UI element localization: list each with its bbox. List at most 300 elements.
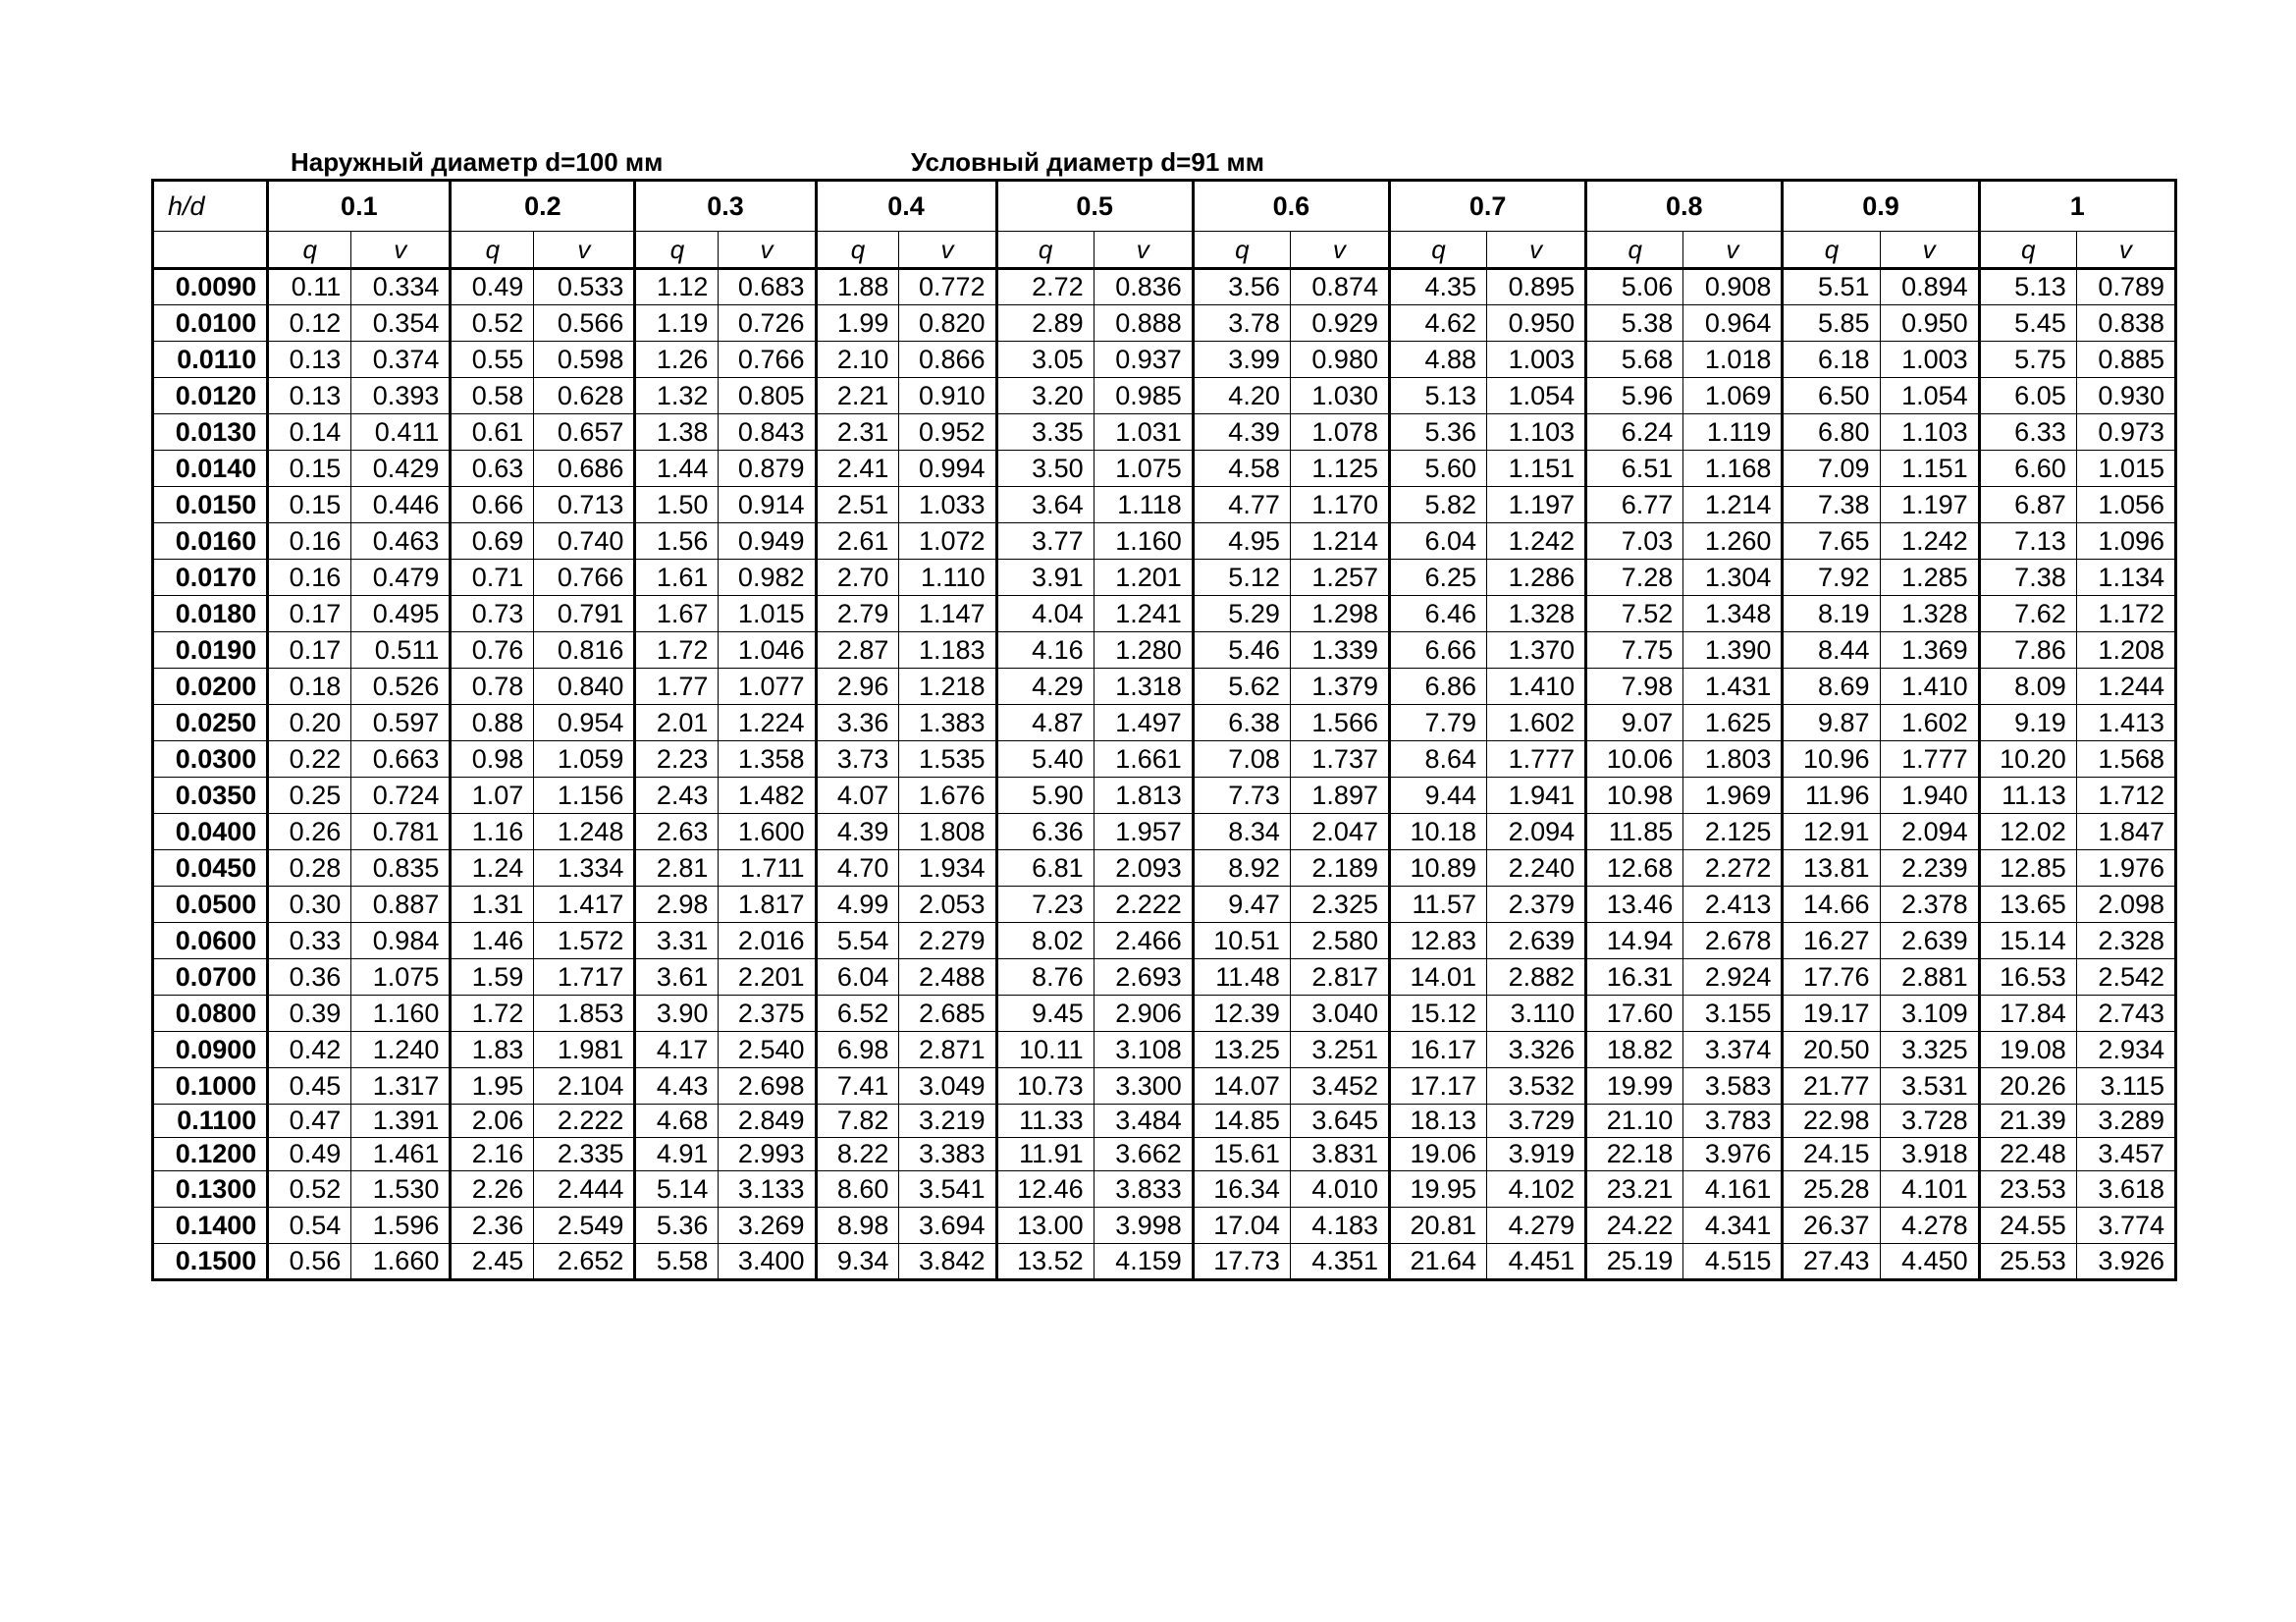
q-cell: 2.96 bbox=[816, 669, 899, 705]
v-cell: 2.934 bbox=[2076, 1032, 2175, 1068]
v-cell: 3.729 bbox=[1487, 1105, 1586, 1138]
q-cell: 27.43 bbox=[1783, 1244, 1880, 1280]
v-cell: 1.280 bbox=[1094, 632, 1193, 669]
v-cell: 0.885 bbox=[2076, 342, 2175, 378]
q-cell: 13.46 bbox=[1586, 887, 1683, 923]
v-cell: 3.133 bbox=[719, 1171, 816, 1208]
v-cell: 2.488 bbox=[899, 959, 996, 996]
q-cell: 5.29 bbox=[1193, 596, 1290, 632]
v-cell: 2.817 bbox=[1290, 959, 1389, 996]
v-cell: 2.685 bbox=[899, 996, 996, 1032]
table-row bbox=[153, 305, 2176, 342]
v-subheader: v bbox=[351, 232, 451, 269]
v-cell: 2.053 bbox=[899, 887, 996, 923]
q-cell: 6.18 bbox=[1783, 342, 1880, 378]
hd-value: 0.0300 bbox=[153, 741, 268, 778]
v-cell: 1.160 bbox=[1094, 523, 1193, 560]
v-cell: 1.370 bbox=[1487, 632, 1586, 669]
q-cell: 19.17 bbox=[1783, 996, 1880, 1032]
q-cell: 3.64 bbox=[996, 487, 1094, 523]
v-cell: 3.998 bbox=[1094, 1208, 1193, 1244]
v-cell: 3.662 bbox=[1094, 1138, 1193, 1171]
q-cell: 5.13 bbox=[1389, 378, 1486, 414]
v-cell: 3.918 bbox=[1880, 1138, 1979, 1171]
q-cell: 6.86 bbox=[1389, 669, 1486, 705]
v-subheader: v bbox=[1880, 232, 1979, 269]
q-cell: 1.50 bbox=[635, 487, 719, 523]
v-cell: 2.993 bbox=[719, 1138, 816, 1171]
v-cell: 0.929 bbox=[1290, 305, 1389, 342]
v-cell: 0.950 bbox=[1880, 305, 1979, 342]
v-cell: 0.713 bbox=[534, 487, 635, 523]
table-row bbox=[153, 923, 2176, 959]
v-cell: 0.843 bbox=[719, 414, 816, 451]
v-cell: 1.244 bbox=[2076, 669, 2175, 705]
v-cell: 1.214 bbox=[1290, 523, 1389, 560]
q-subheader: q bbox=[635, 232, 719, 269]
q-cell: 10.11 bbox=[996, 1032, 1094, 1068]
v-cell: 1.208 bbox=[2076, 632, 2175, 669]
q-cell: 1.72 bbox=[451, 996, 534, 1032]
v-cell: 3.374 bbox=[1683, 1032, 1783, 1068]
q-cell: 4.16 bbox=[996, 632, 1094, 669]
v-cell: 2.093 bbox=[1094, 850, 1193, 887]
v-cell: 1.940 bbox=[1880, 778, 1979, 814]
table-row bbox=[153, 1244, 2176, 1280]
v-cell: 2.444 bbox=[534, 1171, 635, 1208]
q-cell: 0.49 bbox=[451, 269, 534, 305]
v-cell: 1.240 bbox=[351, 1032, 451, 1068]
group-header: 0.5 bbox=[996, 181, 1193, 232]
q-cell: 0.20 bbox=[268, 705, 351, 741]
v-cell: 0.393 bbox=[351, 378, 451, 414]
q-cell: 13.52 bbox=[996, 1244, 1094, 1280]
q-cell: 15.12 bbox=[1389, 996, 1486, 1032]
v-cell: 1.168 bbox=[1683, 451, 1783, 487]
q-cell: 9.07 bbox=[1586, 705, 1683, 741]
q-cell: 4.77 bbox=[1193, 487, 1290, 523]
v-cell: 3.531 bbox=[1880, 1068, 1979, 1105]
q-cell: 3.91 bbox=[996, 560, 1094, 596]
q-cell: 13.25 bbox=[1193, 1032, 1290, 1068]
q-cell: 4.91 bbox=[635, 1138, 719, 1171]
v-cell: 4.101 bbox=[1880, 1171, 1979, 1208]
v-cell: 1.981 bbox=[534, 1032, 635, 1068]
q-cell: 7.62 bbox=[1979, 596, 2076, 632]
v-cell: 1.125 bbox=[1290, 451, 1389, 487]
q-cell: 11.57 bbox=[1389, 887, 1486, 923]
q-cell: 0.36 bbox=[268, 959, 351, 996]
q-cell: 8.64 bbox=[1389, 741, 1486, 778]
v-cell: 0.949 bbox=[719, 523, 816, 560]
v-cell: 0.683 bbox=[719, 269, 816, 305]
q-cell: 0.61 bbox=[451, 414, 534, 451]
q-cell: 6.46 bbox=[1389, 596, 1486, 632]
v-cell: 1.156 bbox=[534, 778, 635, 814]
q-cell: 24.55 bbox=[1979, 1208, 2076, 1244]
q-cell: 20.26 bbox=[1979, 1068, 2076, 1105]
q-cell: 12.39 bbox=[1193, 996, 1290, 1032]
q-cell: 6.24 bbox=[1586, 414, 1683, 451]
q-cell: 4.39 bbox=[816, 814, 899, 850]
q-cell: 2.81 bbox=[635, 850, 719, 887]
q-cell: 7.09 bbox=[1783, 451, 1880, 487]
q-cell: 10.89 bbox=[1389, 850, 1486, 887]
q-cell: 1.07 bbox=[451, 778, 534, 814]
hd-value: 0.0700 bbox=[153, 959, 268, 996]
q-cell: 22.98 bbox=[1783, 1105, 1880, 1138]
v-cell: 1.339 bbox=[1290, 632, 1389, 669]
hd-value: 0.1400 bbox=[153, 1208, 268, 1244]
q-cell: 5.85 bbox=[1783, 305, 1880, 342]
table-row bbox=[153, 378, 2176, 414]
table-captions bbox=[291, 147, 1763, 179]
q-cell: 2.10 bbox=[816, 342, 899, 378]
hd-value: 0.1300 bbox=[153, 1171, 268, 1208]
v-cell: 1.417 bbox=[534, 887, 635, 923]
q-cell: 0.58 bbox=[451, 378, 534, 414]
q-cell: 17.84 bbox=[1979, 996, 2076, 1032]
group-header: 0.9 bbox=[1783, 181, 1979, 232]
q-cell: 7.03 bbox=[1586, 523, 1683, 560]
v-cell: 2.652 bbox=[534, 1244, 635, 1280]
v-cell: 4.010 bbox=[1290, 1171, 1389, 1208]
v-cell: 2.222 bbox=[1094, 887, 1193, 923]
v-cell: 2.413 bbox=[1683, 887, 1783, 923]
q-cell: 2.01 bbox=[635, 705, 719, 741]
q-cell: 6.04 bbox=[1389, 523, 1486, 560]
v-subheader: v bbox=[899, 232, 996, 269]
v-cell: 1.497 bbox=[1094, 705, 1193, 741]
v-cell: 3.110 bbox=[1487, 996, 1586, 1032]
table-row bbox=[153, 269, 2176, 305]
v-cell: 1.660 bbox=[351, 1244, 451, 1280]
v-cell: 3.383 bbox=[899, 1138, 996, 1171]
q-cell: 0.15 bbox=[268, 487, 351, 523]
hd-value: 0.0600 bbox=[153, 923, 268, 959]
v-cell: 2.540 bbox=[719, 1032, 816, 1068]
q-cell: 17.76 bbox=[1783, 959, 1880, 996]
q-cell: 3.73 bbox=[816, 741, 899, 778]
q-cell: 5.68 bbox=[1586, 342, 1683, 378]
q-cell: 4.95 bbox=[1193, 523, 1290, 560]
v-cell: 3.532 bbox=[1487, 1068, 1586, 1105]
v-cell: 0.840 bbox=[534, 669, 635, 705]
v-subheader: v bbox=[1290, 232, 1389, 269]
hd-value: 0.0100 bbox=[153, 305, 268, 342]
v-cell: 1.530 bbox=[351, 1171, 451, 1208]
q-cell: 19.08 bbox=[1979, 1032, 2076, 1068]
hd-corner-header: h/d bbox=[153, 181, 268, 232]
v-cell: 3.618 bbox=[2076, 1171, 2175, 1208]
q-cell: 5.60 bbox=[1389, 451, 1486, 487]
q-subheader: q bbox=[1783, 232, 1880, 269]
q-cell: 2.41 bbox=[816, 451, 899, 487]
q-cell: 0.66 bbox=[451, 487, 534, 523]
q-cell: 9.87 bbox=[1783, 705, 1880, 741]
q-cell: 7.98 bbox=[1586, 669, 1683, 705]
v-cell: 0.566 bbox=[534, 305, 635, 342]
q-cell: 1.16 bbox=[451, 814, 534, 850]
v-cell: 1.976 bbox=[2076, 850, 2175, 887]
q-cell: 14.94 bbox=[1586, 923, 1683, 959]
sub-header-row bbox=[153, 232, 2176, 269]
v-cell: 1.602 bbox=[1487, 705, 1586, 741]
hd-value: 0.0250 bbox=[153, 705, 268, 741]
v-cell: 1.413 bbox=[2076, 705, 2175, 741]
v-cell: 1.054 bbox=[1880, 378, 1979, 414]
v-cell: 0.446 bbox=[351, 487, 451, 523]
hd-corner-blank bbox=[153, 232, 268, 269]
v-cell: 0.463 bbox=[351, 523, 451, 560]
q-cell: 3.77 bbox=[996, 523, 1094, 560]
v-cell: 0.740 bbox=[534, 523, 635, 560]
hydraulic-table bbox=[151, 179, 2177, 1281]
v-cell: 1.717 bbox=[534, 959, 635, 996]
q-cell: 1.99 bbox=[816, 305, 899, 342]
v-cell: 3.115 bbox=[2076, 1068, 2175, 1105]
v-cell: 3.694 bbox=[899, 1208, 996, 1244]
v-cell: 2.239 bbox=[1880, 850, 1979, 887]
v-cell: 2.906 bbox=[1094, 996, 1193, 1032]
q-cell: 1.95 bbox=[451, 1068, 534, 1105]
q-cell: 2.31 bbox=[816, 414, 899, 451]
q-cell: 0.22 bbox=[268, 741, 351, 778]
v-cell: 0.982 bbox=[719, 560, 816, 596]
v-cell: 0.820 bbox=[899, 305, 996, 342]
q-cell: 0.26 bbox=[268, 814, 351, 850]
v-cell: 1.054 bbox=[1487, 378, 1586, 414]
v-cell: 1.046 bbox=[719, 632, 816, 669]
q-cell: 25.28 bbox=[1783, 1171, 1880, 1208]
v-cell: 1.077 bbox=[719, 669, 816, 705]
group-header: 0.7 bbox=[1389, 181, 1585, 232]
v-cell: 3.326 bbox=[1487, 1032, 1586, 1068]
v-cell: 2.328 bbox=[2076, 923, 2175, 959]
v-cell: 0.937 bbox=[1094, 342, 1193, 378]
v-cell: 1.304 bbox=[1683, 560, 1783, 596]
q-cell: 9.34 bbox=[816, 1244, 899, 1280]
q-cell: 5.13 bbox=[1979, 269, 2076, 305]
v-subheader: v bbox=[1683, 232, 1783, 269]
v-cell: 1.358 bbox=[719, 741, 816, 778]
v-cell: 2.240 bbox=[1487, 850, 1586, 887]
table-row bbox=[153, 1208, 2176, 1244]
q-cell: 8.22 bbox=[816, 1138, 899, 1171]
q-subheader: q bbox=[1979, 232, 2076, 269]
v-cell: 1.568 bbox=[2076, 741, 2175, 778]
v-cell: 0.930 bbox=[2076, 378, 2175, 414]
v-subheader: v bbox=[1487, 232, 1586, 269]
table-row bbox=[153, 451, 2176, 487]
q-cell: 10.73 bbox=[996, 1068, 1094, 1105]
q-cell: 1.88 bbox=[816, 269, 899, 305]
v-cell: 0.766 bbox=[719, 342, 816, 378]
q-cell: 5.45 bbox=[1979, 305, 2076, 342]
v-cell: 1.003 bbox=[1880, 342, 1979, 378]
q-cell: 1.83 bbox=[451, 1032, 534, 1068]
q-cell: 22.18 bbox=[1586, 1138, 1683, 1171]
q-cell: 4.70 bbox=[816, 850, 899, 887]
v-cell: 1.934 bbox=[899, 850, 996, 887]
q-cell: 7.41 bbox=[816, 1068, 899, 1105]
table-row bbox=[153, 887, 2176, 923]
group-header: 0.8 bbox=[1586, 181, 1783, 232]
q-cell: 1.38 bbox=[635, 414, 719, 451]
v-cell: 1.379 bbox=[1290, 669, 1389, 705]
v-cell: 1.183 bbox=[899, 632, 996, 669]
v-cell: 4.102 bbox=[1487, 1171, 1586, 1208]
v-cell: 1.018 bbox=[1683, 342, 1783, 378]
hd-value: 0.0090 bbox=[153, 269, 268, 305]
v-cell: 2.104 bbox=[534, 1068, 635, 1105]
q-cell: 25.53 bbox=[1979, 1244, 2076, 1280]
q-cell: 1.19 bbox=[635, 305, 719, 342]
q-cell: 0.12 bbox=[268, 305, 351, 342]
q-cell: 11.13 bbox=[1979, 778, 2076, 814]
v-cell: 0.887 bbox=[351, 887, 451, 923]
v-cell: 3.842 bbox=[899, 1244, 996, 1280]
q-cell: 0.47 bbox=[268, 1105, 351, 1138]
hd-value: 0.1500 bbox=[153, 1244, 268, 1280]
q-cell: 8.98 bbox=[816, 1208, 899, 1244]
q-cell: 9.44 bbox=[1389, 778, 1486, 814]
q-cell: 16.34 bbox=[1193, 1171, 1290, 1208]
v-cell: 1.777 bbox=[1487, 741, 1586, 778]
v-cell: 1.897 bbox=[1290, 778, 1389, 814]
v-cell: 0.805 bbox=[719, 378, 816, 414]
q-cell: 3.05 bbox=[996, 342, 1094, 378]
v-cell: 0.952 bbox=[899, 414, 996, 451]
v-cell: 1.134 bbox=[2076, 560, 2175, 596]
v-cell: 1.056 bbox=[2076, 487, 2175, 523]
v-cell: 3.049 bbox=[899, 1068, 996, 1105]
q-cell: 9.47 bbox=[1193, 887, 1290, 923]
v-cell: 1.075 bbox=[1094, 451, 1193, 487]
hd-value: 0.1200 bbox=[153, 1138, 268, 1171]
q-cell: 10.18 bbox=[1389, 814, 1486, 850]
v-cell: 1.151 bbox=[1487, 451, 1586, 487]
q-cell: 3.99 bbox=[1193, 342, 1290, 378]
q-cell: 6.04 bbox=[816, 959, 899, 996]
q-cell: 7.52 bbox=[1586, 596, 1683, 632]
q-cell: 8.19 bbox=[1783, 596, 1880, 632]
q-cell: 5.58 bbox=[635, 1244, 719, 1280]
q-cell: 6.98 bbox=[816, 1032, 899, 1068]
q-cell: 1.61 bbox=[635, 560, 719, 596]
v-cell: 0.954 bbox=[534, 705, 635, 741]
q-cell: 2.70 bbox=[816, 560, 899, 596]
q-cell: 7.92 bbox=[1783, 560, 1880, 596]
v-cell: 1.572 bbox=[534, 923, 635, 959]
v-cell: 3.155 bbox=[1683, 996, 1783, 1032]
v-cell: 0.663 bbox=[351, 741, 451, 778]
v-cell: 3.833 bbox=[1094, 1171, 1193, 1208]
q-cell: 25.19 bbox=[1586, 1244, 1683, 1280]
q-cell: 0.55 bbox=[451, 342, 534, 378]
v-cell: 0.895 bbox=[1487, 269, 1586, 305]
v-cell: 0.836 bbox=[1094, 269, 1193, 305]
v-cell: 1.201 bbox=[1094, 560, 1193, 596]
v-cell: 0.789 bbox=[2076, 269, 2175, 305]
q-cell: 4.20 bbox=[1193, 378, 1290, 414]
q-cell: 1.56 bbox=[635, 523, 719, 560]
q-cell: 7.86 bbox=[1979, 632, 2076, 669]
q-cell: 8.69 bbox=[1783, 669, 1880, 705]
q-cell: 10.51 bbox=[1193, 923, 1290, 959]
v-subheader: v bbox=[1094, 232, 1193, 269]
q-cell: 8.92 bbox=[1193, 850, 1290, 887]
q-cell: 17.04 bbox=[1193, 1208, 1290, 1244]
v-cell: 1.031 bbox=[1094, 414, 1193, 451]
v-cell: 1.241 bbox=[1094, 596, 1193, 632]
v-cell: 2.222 bbox=[534, 1105, 635, 1138]
q-cell: 24.15 bbox=[1783, 1138, 1880, 1171]
q-cell: 4.43 bbox=[635, 1068, 719, 1105]
hd-value: 0.0400 bbox=[153, 814, 268, 850]
q-cell: 0.17 bbox=[268, 632, 351, 669]
q-cell: 2.87 bbox=[816, 632, 899, 669]
v-cell: 2.125 bbox=[1683, 814, 1783, 850]
q-cell: 0.17 bbox=[268, 596, 351, 632]
v-cell: 0.598 bbox=[534, 342, 635, 378]
v-cell: 0.597 bbox=[351, 705, 451, 741]
v-cell: 2.379 bbox=[1487, 887, 1586, 923]
hd-value: 0.0500 bbox=[153, 887, 268, 923]
q-cell: 4.17 bbox=[635, 1032, 719, 1068]
v-cell: 1.808 bbox=[899, 814, 996, 850]
v-cell: 1.197 bbox=[1487, 487, 1586, 523]
group-header: 0.6 bbox=[1193, 181, 1389, 232]
q-cell: 6.87 bbox=[1979, 487, 2076, 523]
q-subheader: q bbox=[996, 232, 1094, 269]
q-cell: 4.35 bbox=[1389, 269, 1486, 305]
v-cell: 1.431 bbox=[1683, 669, 1783, 705]
hd-value: 0.0160 bbox=[153, 523, 268, 560]
q-cell: 14.66 bbox=[1783, 887, 1880, 923]
v-cell: 0.973 bbox=[2076, 414, 2175, 451]
q-cell: 16.31 bbox=[1586, 959, 1683, 996]
q-cell: 0.49 bbox=[268, 1138, 351, 1171]
q-cell: 10.96 bbox=[1783, 741, 1880, 778]
q-cell: 2.45 bbox=[451, 1244, 534, 1280]
v-cell: 1.248 bbox=[534, 814, 635, 850]
v-cell: 1.625 bbox=[1683, 705, 1783, 741]
q-cell: 5.51 bbox=[1783, 269, 1880, 305]
q-cell: 5.46 bbox=[1193, 632, 1290, 669]
q-cell: 9.19 bbox=[1979, 705, 2076, 741]
v-cell: 3.728 bbox=[1880, 1105, 1979, 1138]
v-cell: 1.328 bbox=[1487, 596, 1586, 632]
q-cell: 7.75 bbox=[1586, 632, 1683, 669]
q-cell: 21.10 bbox=[1586, 1105, 1683, 1138]
q-cell: 2.72 bbox=[996, 269, 1094, 305]
v-cell: 1.482 bbox=[719, 778, 816, 814]
q-cell: 4.62 bbox=[1389, 305, 1486, 342]
v-cell: 1.110 bbox=[899, 560, 996, 596]
q-cell: 12.02 bbox=[1979, 814, 2076, 850]
q-cell: 5.12 bbox=[1193, 560, 1290, 596]
q-cell: 0.73 bbox=[451, 596, 534, 632]
q-cell: 10.20 bbox=[1979, 741, 2076, 778]
q-subheader: q bbox=[268, 232, 351, 269]
q-cell: 16.27 bbox=[1783, 923, 1880, 959]
v-cell: 0.628 bbox=[534, 378, 635, 414]
v-cell: 0.994 bbox=[899, 451, 996, 487]
hd-value: 0.0150 bbox=[153, 487, 268, 523]
v-cell: 2.849 bbox=[719, 1105, 816, 1138]
q-cell: 16.53 bbox=[1979, 959, 2076, 996]
